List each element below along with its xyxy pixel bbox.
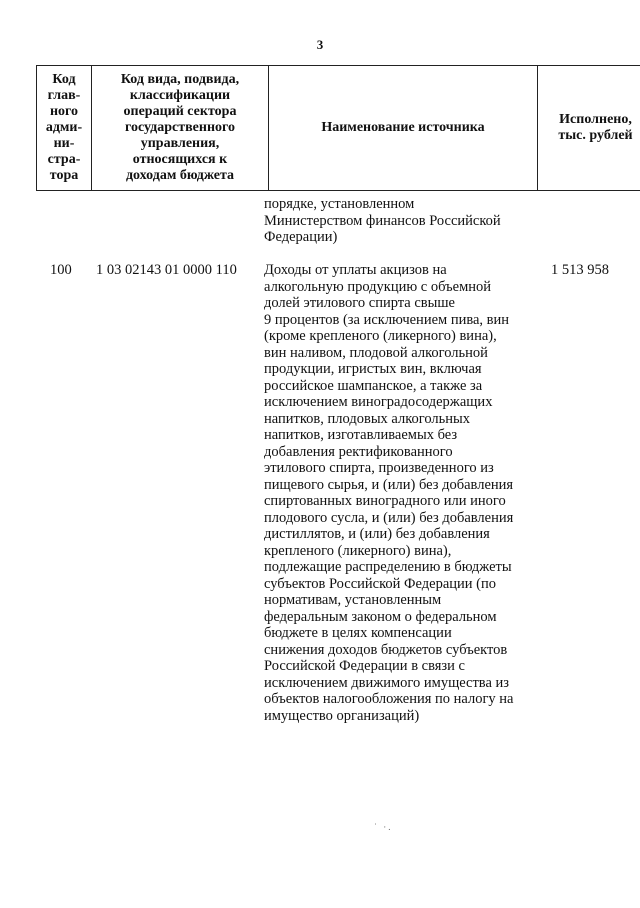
header-classification-code: Код вида, подвида, классификации операций сектора государственного управления, относящихся к доходам бюджета <box>92 66 269 191</box>
page-number: 3 <box>316 37 324 52</box>
scan-artifact: ˙ ·. <box>374 822 393 832</box>
executed-value-cell: 1 513 958 <box>551 262 609 278</box>
admin-code-cell: 100 <box>50 262 72 278</box>
continuation-text: порядке, установленном Министерством финансов Российской Федерации) <box>264 196 501 245</box>
source-name-cell: Доходы от уплаты акцизов на алкогольную продукцию с объемной долей этилового спирта свыше 9 процентов (за исключением пива, вин (кроме крепленого (ликерного) вина), вин наливом, плодовой алкогольной продукции, игристых вин, включая российское шампанское, а также за исключением виноградосодержащих напитков, плодовых алкогольных напитков, изготавливаемых без добавления ректификованного этилового спирта, произведенного из пищевого сырья, и (или) без добавления спиртованных виноградного или иного плодового сусла, и (или) без добавления дистиллятов, и (или) без добавления крепленого (ликерного) вина), подлежащие распределению в бюджеты субъектов Российской Федерации (по нормативам, установленным федеральным законом о федеральном бюджете в целях компенсации снижения доходов бюджетов субъектов Российской Федерации в связи с исключением движимого имущества из объектов налогообложения по налогу на имущество организаций) <box>264 262 514 724</box>
header-executed: Исполнено, тыс. рублей <box>538 66 640 191</box>
header-admin-code: Код глав- ного адми- ни- стра- тора <box>37 66 92 191</box>
table-header <box>36 65 640 191</box>
budget-code-cell: 1 03 02143 01 0000 110 <box>96 262 237 278</box>
header-source-name: Наименование источника <box>269 66 538 191</box>
